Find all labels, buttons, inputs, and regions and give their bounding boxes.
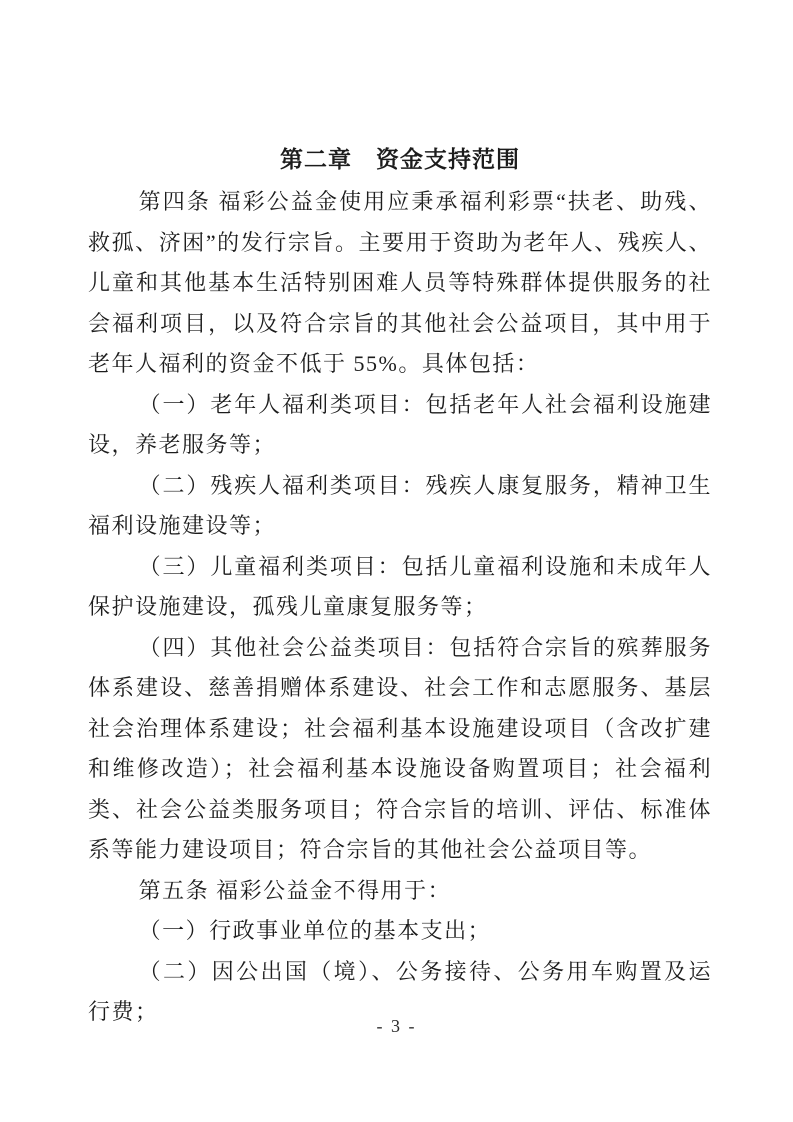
paragraph: （二）残疾人福利类项目：残疾人康复服务，精神卫生福利设施建设等； <box>88 472 712 538</box>
document-content <box>88 140 712 1033</box>
page-number: - 3 - <box>376 1016 417 1036</box>
paragraph: （三）儿童福利类项目：包括儿童福利设施和未成年人保护设施建设，孤残儿童康复服务等； <box>88 553 712 619</box>
document-body <box>88 182 712 1033</box>
paragraph: （二）因公出国（境）、公务接待、公务用车购置及运行费； <box>88 958 712 1024</box>
paragraph: （一）行政事业单位的基本支出； <box>138 918 492 943</box>
chapter-title: 第二章 资金支持范围 <box>280 146 520 172</box>
paragraph: 第四条 福彩公益金使用应秉承福利彩票“扶老、助残、救孤、济困”的发行宗旨。主要用于资助为老年人、残疾人、儿童和其他基本生活特别困难人员等特殊群体提供服务的社会福利项目，以及符合宗旨的其他社会公益项目，其中用于老年人福利的资金不低于 55%。具体包括： <box>88 189 712 376</box>
paragraph: 第五条 福彩公益金不得用于： <box>138 877 452 903</box>
paragraph: （四）其他社会公益类项目：包括符合宗旨的殡葬服务体系建设、慈善捐赠体系建设、社会工作和志愿服务、基层社会治理体系建设；社会福利基本设施建设项目（含改扩建和维修改造）；社会福利基本设施设备购置项目；社会福利类、社会公益类服务项目；符合宗旨的培训、评估、标准体系等能力建设项目；符合宗旨的其他社会公益项目等。 <box>88 634 712 862</box>
paragraph: （一）老年人福利类项目：包括老年人社会福利设施建设，养老服务等； <box>88 391 712 457</box>
